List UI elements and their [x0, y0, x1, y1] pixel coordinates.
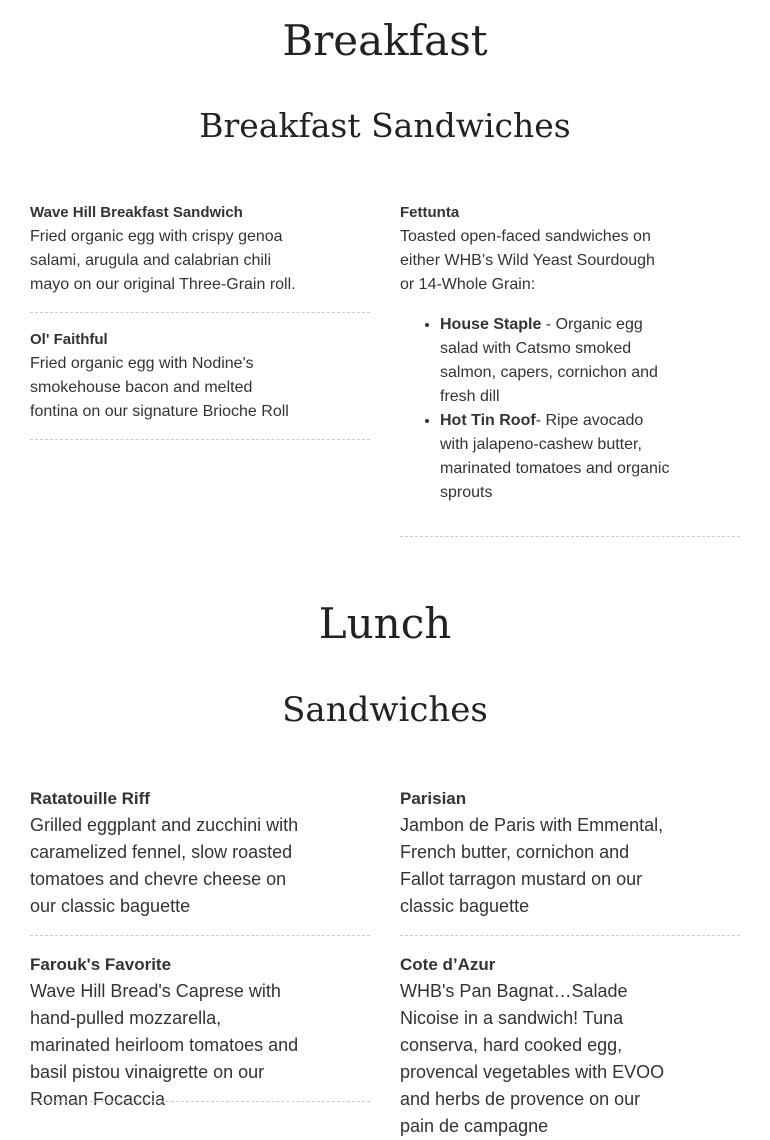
menu-item-description: Fried organic egg with Nodine's smokehouse bacon and melted fontina on our signature Brioche Roll	[30, 355, 289, 420]
option-name: Hot Tin Roof	[440, 412, 536, 429]
option-description: - Ripe avocado with jalapeno-cashew butter, marinated tomatoes and organic sprouts	[440, 412, 670, 501]
menu-item-name: Fettunta	[400, 204, 460, 221]
lunch-heading: Lunch	[318, 599, 452, 648]
menu-item-cote-dazur	[400, 951, 672, 1140]
item-divider	[30, 935, 370, 936]
menu-item-name: Cote d’Azur	[400, 955, 496, 974]
menu-item-description: Toasted open-faced sandwiches on either WHB’s Wild Yeast Sourdough or 14-Whole Grain:	[400, 228, 655, 293]
option-description: - Organic egg salad with Catsmo smoked salmon, capers, cornichon and fresh dill	[440, 316, 658, 405]
menu-item-description: Jambon de Paris with Emmental, French butter, cornichon and Fallot tarragon mustard on our classic baguette	[400, 815, 664, 916]
breakfast-heading: Breakfast	[282, 16, 488, 65]
breakfast-sandwiches-heading: Breakfast Sandwiches	[199, 106, 571, 145]
menu-item-description: WHB's Pan Bagnat…Salade Nicoise in a sandwich! Tuna conserva, hard cooked egg, provencal vegetables with EVOO and herbs de provence on our pain de campagne	[400, 981, 665, 1136]
menu-item-name: Ol' Faithful	[30, 331, 108, 348]
fettunta-options-list	[400, 313, 670, 505]
menu-item-description: Fried organic egg with crispy genoa salami, arugula and calabrian chili mayo on our original Three-Grain roll.	[30, 228, 296, 293]
menu-item-fettunta	[400, 201, 672, 297]
menu-item-name: Parisian	[400, 789, 467, 808]
list-item	[440, 409, 670, 505]
option-name: House Staple	[440, 316, 542, 333]
item-divider	[400, 935, 740, 936]
menu-item-name: Farouk's Favorite	[30, 955, 172, 974]
menu-item-name: Ratatouille Riff	[30, 789, 150, 808]
menu-item-wave-hill-breakfast-sandwich	[30, 201, 302, 297]
menu-item-description: Grilled eggplant and zucchini with caramelized fennel, slow roasted tomatoes and chevre cheese on our classic baguette	[30, 815, 299, 916]
list-item	[440, 313, 670, 409]
menu-item-farouks-favorite	[30, 951, 302, 1113]
menu-item-ratatouille-riff	[30, 785, 302, 920]
menu-item-ol-faithful	[30, 328, 302, 424]
sandwiches-heading: Sandwiches	[282, 690, 488, 730]
item-divider	[30, 439, 370, 440]
item-divider	[30, 1101, 370, 1102]
menu-item-description: Wave Hill Bread's Caprese with hand-pulled mozzarella, marinated heirloom tomatoes and basil pistou vinaigrette on our Roman Focaccia	[30, 981, 299, 1109]
menu-item-parisian	[400, 785, 672, 920]
menu-item-name: Wave Hill Breakfast Sandwich	[30, 204, 243, 221]
item-divider	[30, 312, 370, 313]
item-divider	[400, 536, 740, 537]
